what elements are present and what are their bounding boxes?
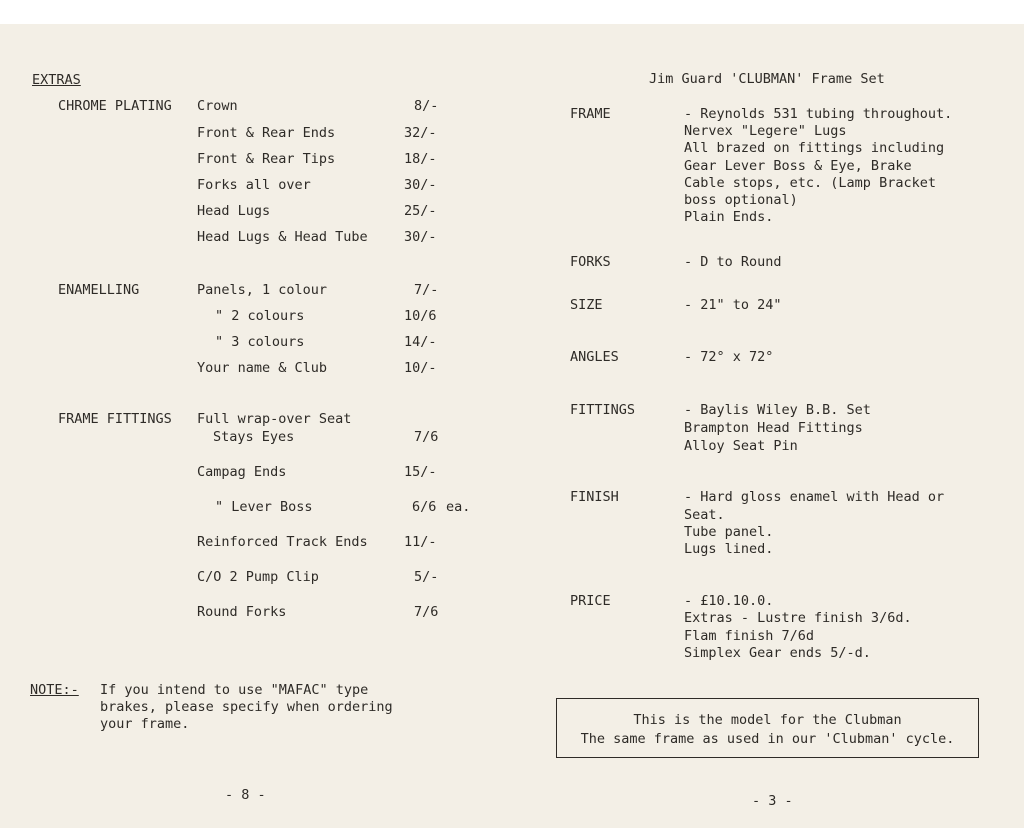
spec-label-frame: FRAME — [570, 106, 611, 122]
spec-line: - 72° x 72° — [684, 349, 774, 365]
spec-line: boss optional) — [684, 192, 798, 208]
fitting-item-price: 15/- — [404, 464, 437, 480]
spec-line: Simplex Gear ends 5/-d. — [684, 645, 871, 661]
spec-line: Plain Ends. — [684, 209, 774, 225]
enamel-item-name: Your name & Club — [197, 360, 328, 376]
chrome-item-price: 8/- — [414, 98, 439, 114]
fitting-item-name: Round Forks — [197, 604, 287, 620]
enamel-item-price: 14/- — [404, 334, 437, 350]
spec-label-angles: ANGLES — [570, 349, 619, 365]
spec-line: All brazed on fittings including — [684, 140, 945, 156]
spec-line: Tube panel. — [684, 524, 774, 540]
chrome-item-name: Head Lugs & Head Tube — [197, 229, 368, 245]
chrome-item-name: Forks all over — [197, 177, 311, 193]
spec-line: Extras - Lustre finish 3/6d. — [684, 610, 912, 626]
chrome-plating-label: CHROME PLATING — [58, 98, 172, 114]
note-line: If you intend to use "MAFAC" type — [100, 682, 369, 698]
extras-heading: EXTRAS — [32, 72, 81, 88]
frame-fittings-label: FRAME FITTINGS — [58, 411, 172, 427]
enamel-item-price: 7/- — [414, 282, 439, 298]
scan-top-edge — [0, 0, 1024, 24]
spec-line: Flam finish 7/6d — [684, 628, 815, 644]
spec-line: - £10.10.0. — [684, 593, 774, 609]
spec-label-price: PRICE — [570, 593, 611, 609]
spec-label-size: SIZE — [570, 297, 603, 313]
spec-line: - Hard gloss enamel with Head or — [684, 489, 945, 505]
clubman-note-box — [556, 698, 979, 758]
chrome-item-price: 30/- — [404, 229, 437, 245]
fitting-item-name: C/O 2 Pump Clip — [197, 569, 319, 585]
fitting-item-suffix: ea. — [446, 499, 471, 515]
enamel-item-price: 10/- — [404, 360, 437, 376]
fitting-item-name: Stays Eyes — [213, 429, 295, 445]
fitting-item-name: Full wrap-over Seat — [197, 411, 352, 427]
page-number-right: - 3 - — [752, 793, 793, 809]
spec-label-fittings: FITTINGS — [570, 402, 636, 418]
chrome-item-name: Front & Rear Tips — [197, 151, 336, 167]
fitting-item-price: 7/6 — [414, 604, 439, 620]
spec-line: - Reynolds 531 tubing throughout. — [684, 106, 953, 122]
spec-line: Gear Lever Boss & Eye, Brake — [684, 158, 912, 174]
note-line: your frame. — [100, 716, 190, 732]
spec-line: Cable stops, etc. (Lamp Bracket — [684, 175, 936, 191]
chrome-item-price: 18/- — [404, 151, 437, 167]
note-label: NOTE:- — [30, 682, 79, 698]
spec-label-forks: FORKS — [570, 254, 611, 270]
spec-line: Seat. — [684, 507, 725, 523]
spec-line: Lugs lined. — [684, 541, 774, 557]
box-line: This is the model for the Clubman — [633, 712, 902, 728]
page-number-left: - 8 - — [225, 787, 266, 803]
fitting-item-price: 7/6 — [414, 429, 439, 445]
enamel-item-name: " 3 colours — [215, 334, 305, 350]
fitting-item-price: 11/- — [404, 534, 437, 550]
enamelling-label: ENAMELLING — [58, 282, 140, 298]
chrome-item-name: Head Lugs — [197, 203, 271, 219]
chrome-item-price: 30/- — [404, 177, 437, 193]
enamel-item-name: " 2 colours — [215, 308, 305, 324]
chrome-item-price: 32/- — [404, 125, 437, 141]
spec-line: Brampton Head Fittings — [684, 420, 863, 436]
fitting-item-name: Reinforced Track Ends — [197, 534, 368, 550]
fitting-item-price: 5/- — [414, 569, 439, 585]
spec-label-finish: FINISH — [570, 489, 619, 505]
spec-line: - D to Round — [684, 254, 782, 270]
chrome-item-price: 25/- — [404, 203, 437, 219]
enamel-item-price: 10/6 — [404, 308, 437, 324]
chrome-item-name: Front & Rear Ends — [197, 125, 336, 141]
spec-line: - 21" to 24" — [684, 297, 782, 313]
enamel-item-name: Panels, 1 colour — [197, 282, 328, 298]
fitting-item-name: Campag Ends — [197, 464, 287, 480]
fitting-item-name: " Lever Boss — [215, 499, 313, 515]
spec-line: - Baylis Wiley B.B. Set — [684, 402, 871, 418]
fitting-item-price: 6/6 — [412, 499, 437, 515]
frame-set-title: Jim Guard 'CLUBMAN' Frame Set — [649, 71, 885, 87]
spec-line: Alloy Seat Pin — [684, 438, 798, 454]
box-line: The same frame as used in our 'Clubman' cycle. — [580, 731, 955, 747]
chrome-item-name: Crown — [197, 98, 238, 114]
note-line: brakes, please specify when ordering — [100, 699, 393, 715]
spec-line: Nervex "Legere" Lugs — [684, 123, 847, 139]
